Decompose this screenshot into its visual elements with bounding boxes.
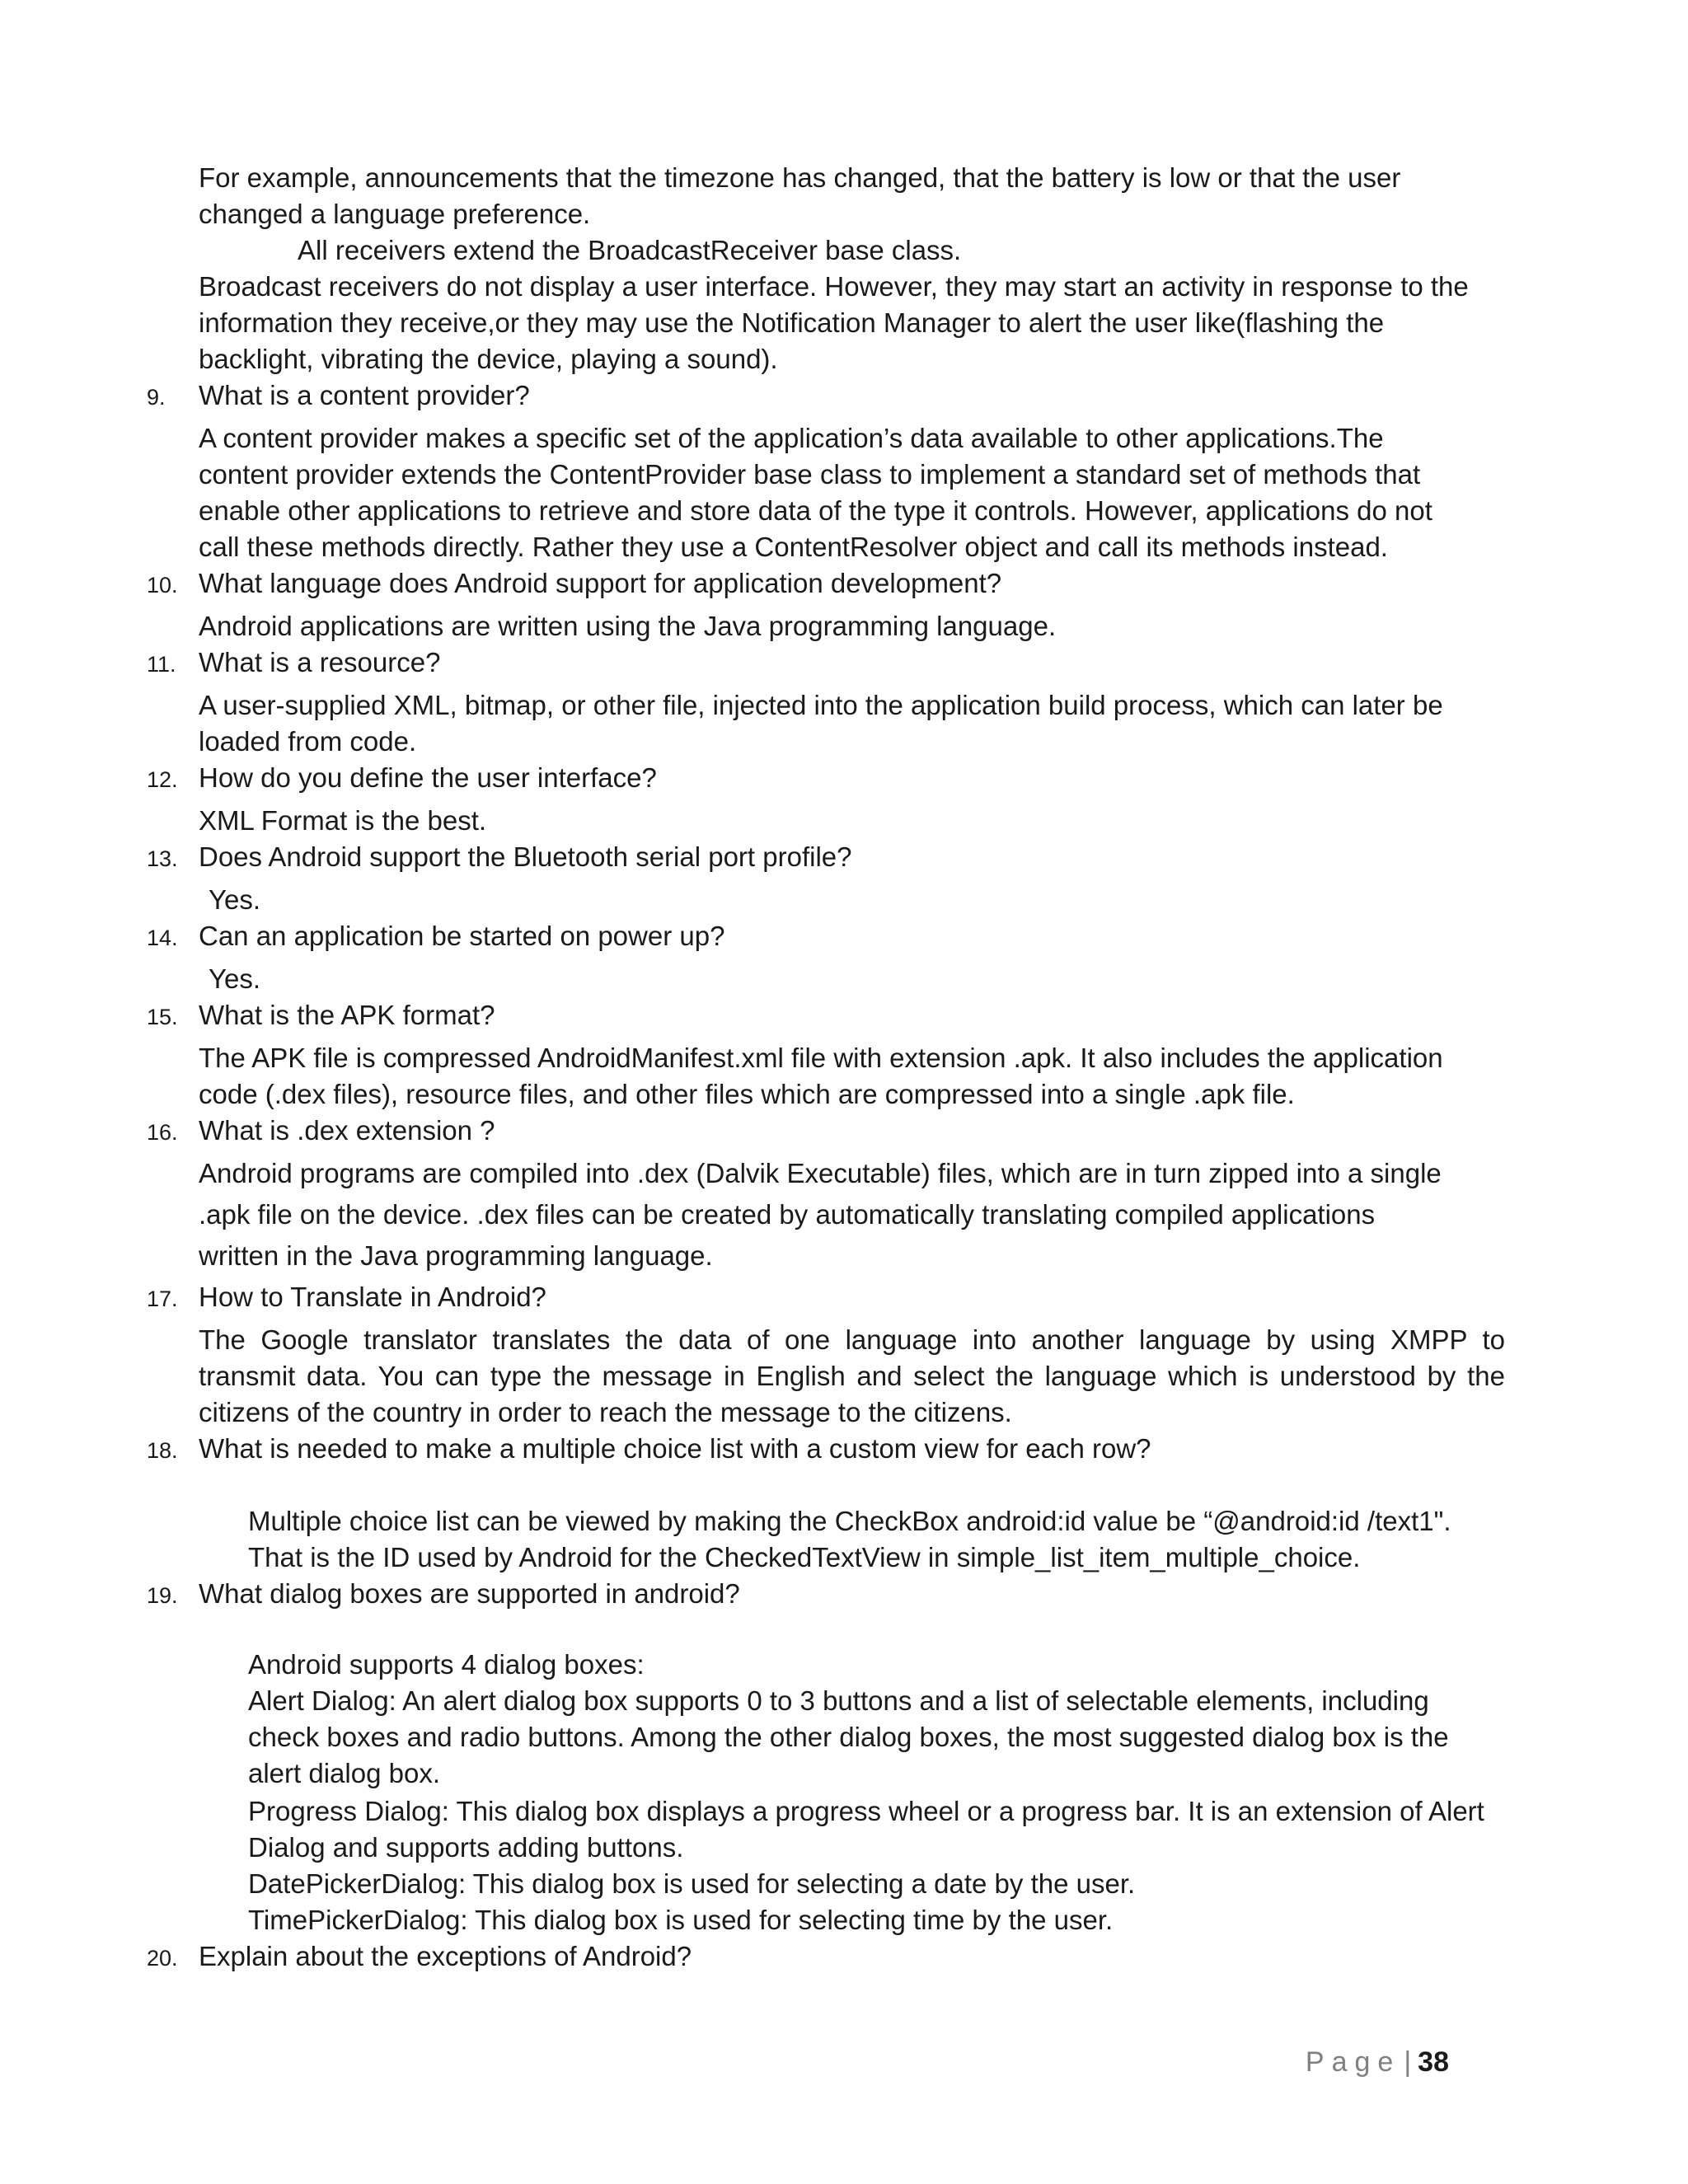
answer-line: The Google translator translates the data of one language into another language by using XMPP to	[199, 1324, 1505, 1355]
answer-line: Yes.	[209, 963, 261, 994]
answer-line: .apk file on the device. .dex files can be created by automatically translating compiled applications	[199, 1199, 1376, 1230]
answer-line: Dialog and supports adding buttons.	[248, 1832, 684, 1863]
question-number: 10.	[147, 573, 178, 598]
question-number: 15.	[147, 1005, 178, 1029]
paragraph-line: Broadcast receivers do not display a user interface. However, they may start an activity in response to the	[199, 271, 1469, 302]
question-number: 17.	[147, 1286, 178, 1311]
answer-line: Android applications are written using the Java programming language.	[199, 611, 1057, 641]
page-footer	[1306, 2044, 1449, 2080]
answer-line: That is the ID used by Android for the CheckedTextView in simple_list_item_multiple_choice.	[248, 1542, 1361, 1572]
question-text: What is a content provider?	[199, 380, 530, 410]
paragraph-line: backlight, vibrating the device, playing a sound).	[199, 344, 778, 374]
answer-line: Progress Dialog: This dialog box displays a progress wheel or a progress bar. It is an extension of Alert	[248, 1796, 1484, 1826]
answer-line: A user-supplied XML, bitmap, or other file, injected into the application build process, which can later be	[199, 690, 1443, 720]
question-text: Explain about the exceptions of Android?	[199, 1941, 692, 1971]
answer-line: The APK file is compressed AndroidManifest.xml file with extension .apk. It also includes the application	[199, 1043, 1443, 1073]
question-text: What is needed to make a multiple choice list with a custom view for each row?	[199, 1433, 1151, 1464]
paragraph-line: information they receive,or they may use the Notification Manager to alert the user like(flashing the	[199, 307, 1385, 338]
answer-line: Multiple choice list can be viewed by making the CheckBox android:id value be “@android:id /text1".	[248, 1506, 1451, 1536]
question-text: How do you define the user interface?	[199, 762, 657, 793]
paragraph-line: changed a language preference.	[199, 199, 591, 229]
question-number: 18.	[147, 1438, 178, 1463]
answer-line: code (.dex files), resource files, and other files which are compressed into a single .apk file.	[199, 1079, 1295, 1109]
answer-line: Yes.	[209, 884, 261, 915]
page-number: 38	[1418, 2046, 1449, 2078]
page-label: Page	[1305, 2046, 1401, 2078]
question-number: 20.	[147, 1946, 178, 1971]
question-number: 11.	[147, 652, 176, 677]
answer-line: content provider extends the ContentProvider base class to implement a standard set of methods that	[199, 459, 1421, 490]
question-text: What language does Android support for application development?	[199, 568, 1002, 598]
answer-line: DatePickerDialog: This dialog box is used for selecting a date by the user.	[248, 1868, 1136, 1899]
answer-line: alert dialog box.	[248, 1758, 440, 1788]
question-number: 16.	[147, 1120, 178, 1145]
answer-line: check boxes and radio buttons. Among the other dialog boxes, the most suggested dialog box is the	[248, 1722, 1449, 1752]
paragraph-line: All receivers extend the BroadcastReceiver base class.	[298, 235, 962, 265]
page-separator: |	[1404, 2046, 1412, 2078]
question-number: 13.	[147, 846, 178, 871]
paragraph-line: For example, announcements that the timezone has changed, that the battery is low or that the user	[199, 162, 1401, 193]
answer-line: Alert Dialog: An alert dialog box supports 0 to 3 buttons and a list of selectable elements, including	[248, 1685, 1429, 1716]
question-text: What is a resource?	[199, 647, 441, 677]
answer-line: XML Format is the best.	[199, 805, 487, 836]
answer-line: Android supports 4 dialog boxes:	[248, 1649, 645, 1680]
question-number: 19.	[147, 1583, 178, 1608]
answer-line: loaded from code.	[199, 726, 417, 757]
answer-line: enable other applications to retrieve and store data of the type it controls. However, applications do not	[199, 495, 1432, 526]
question-text: Does Android support the Bluetooth serial port profile?	[199, 841, 852, 872]
question-text: How to Translate in Android?	[199, 1282, 546, 1312]
answer-line: TimePickerDialog: This dialog box is used for selecting time by the user.	[248, 1905, 1114, 1935]
question-text: What dialog boxes are supported in android?	[199, 1578, 740, 1609]
question-text: What is the APK format?	[199, 1000, 495, 1030]
question-number: 9.	[147, 385, 166, 410]
question-text: Can an application be started on power up?	[199, 921, 725, 951]
answer-line: written in the Java programming language.	[199, 1240, 713, 1271]
answer-line: Android programs are compiled into .dex (Dalvik Executable) files, which are in turn zipped into a single	[199, 1158, 1442, 1188]
question-number: 14.	[147, 926, 178, 950]
answer-line: citizens of the country in order to reach the message to the citizens.	[199, 1397, 1012, 1427]
answer-line: A content provider makes a specific set of the application’s data available to other applications.The	[199, 423, 1384, 453]
question-number: 12.	[147, 767, 178, 792]
question-text: What is .dex extension ?	[199, 1115, 495, 1146]
answer-line: transmit data. You can type the message in English and select the language which is understood by the	[199, 1361, 1505, 1391]
answer-line: call these methods directly. Rather they use a ContentResolver object and call its methods instead.	[199, 532, 1388, 562]
